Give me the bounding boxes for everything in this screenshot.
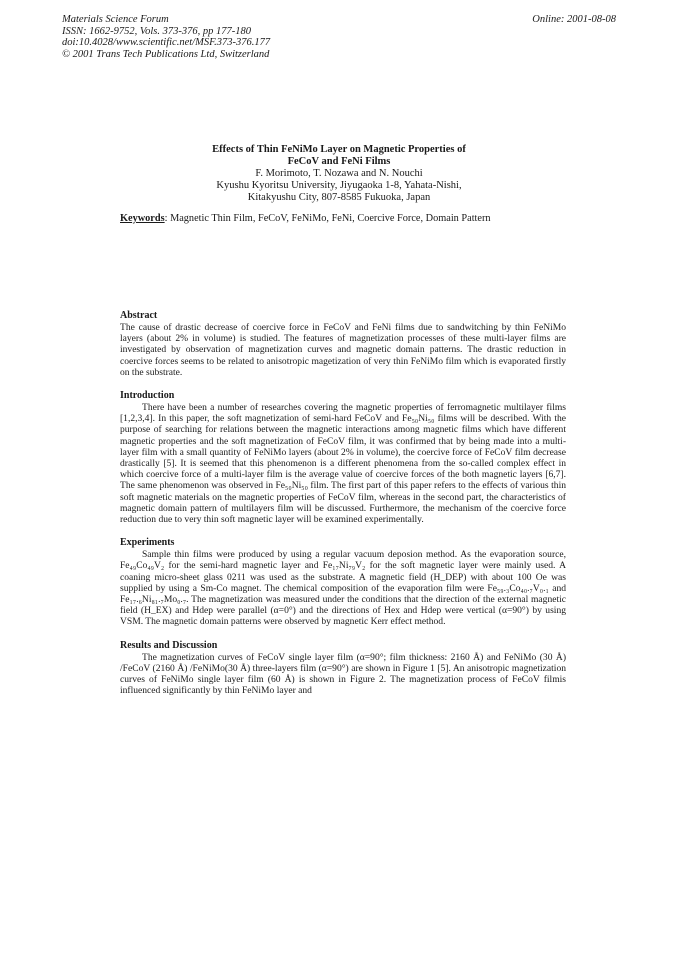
copyright-line: © 2001 Trans Tech Publications Ltd, Switzerland bbox=[62, 48, 270, 60]
abstract-section bbox=[120, 310, 566, 378]
running-header bbox=[62, 14, 616, 60]
body-content bbox=[120, 310, 566, 708]
introduction-heading: Introduction bbox=[120, 390, 175, 402]
issn-line: ISSN: 1662-9752, Vols. 373-376, pp 177-180 bbox=[62, 25, 251, 37]
keywords-colon: : bbox=[164, 213, 171, 224]
authors: F. Morimoto, T. Nozawa and N. Nouchi bbox=[255, 168, 423, 179]
online-date: Online: 2001-08-08 bbox=[532, 14, 616, 25]
experiments-section bbox=[120, 537, 566, 627]
abstract-heading: Abstract bbox=[120, 310, 158, 321]
keywords bbox=[120, 213, 491, 224]
title-block bbox=[0, 144, 678, 204]
affiliation-line-1: Kyushu Kyoritsu University, Jiyugaoka 1-8, Yahata-Nishi, bbox=[216, 180, 462, 191]
results-section bbox=[120, 640, 566, 697]
doi-line[interactable]: doi:10.4028/www.scientific.net/MSF.373-376.177 bbox=[62, 37, 271, 48]
experiments-heading: Experiments bbox=[120, 537, 175, 549]
paper-title-line-2: FeCoV and FeNi Films bbox=[287, 156, 391, 167]
affiliation-line-2: Kitakyushu City, 807-8585 Fukuoka, Japan bbox=[247, 192, 431, 203]
abstract-text: The cause of drastic decrease of coercive force in FeCoV and FeNi films due to sandwitching by thin FeNiMo layers (about 2% in volume) is studied. The features of magnetization processes of these multi-layer films are investigated by observation of magnetization curves and magnetic domain patterns. The drastic reduction in coercive forces seems to be related to anisotropic magetization of very thin FeNiMo film which is evaporated firstly on the substrate. bbox=[120, 322, 566, 378]
journal-name: Materials Science Forum bbox=[62, 14, 169, 25]
experiments-text: Sample thin films were produced by using a regular vacuum deposion method. As the evaporation source, Fe₄₉Co₄₉V₂ for the semi-hard magnetic layer and Fe₁₇Ni₇₉V₂ for the soft magnetic layer were mainly used. A coaning micro-sheet glass 0211 was used as the substrate. A magnetic field (H_DEP) with about 100 Oe was supplied by using a Sm-Co magnet. The chemical composition of the evaporation film were Fe₅₉.₃Co₄₀.₇V₀.₁ and Fe₁₇.₆Ni₈₁.₇Mo₀.₇. The magnetization was measured under the conditions that the direction of the external magnetic field (H_EX) and Hdep were parallel (α=0°) and the directions of Hex and Hdep were vertical (α=90°) by using VSM. The magnetic domain patterns were observed by magnetic Kerr effect method. bbox=[120, 549, 566, 628]
introduction-text: There have been a number of researches covering the magnetic properties of ferromagnetic multilayer films [1,2,3,4]. In this paper, the soft magnetization of semi-hard FeCoV and Fe₅₀Ni₅₀ films will be described. With the purpose of searching for relations between the magnetic interactions among magnetic films which have different magnetic properties and the soft magnetization of FeCoV film, it was confirmed that by being made into a multi-layer film with a small quantity of FeNiMo layers (about 2% in volume), the coercive force of FeCoV film decrease drastically [5]. It is seemed that this phenomenon is a different phenomena from the so-called complex effect in which coercive force of a multi-layer film is the average value of coercive forces of the both magnetic layers [6,7]. The same phenomenon was observed in Fe₅₀Ni₅₀ film. The first part of this paper refers to the effects of various thin soft magnetic materials on the magnetic properties of FeCoV film, whereas in the second part, the characteristics of magnetic domain pattern of multilayers film will be discussed. Furthermore, the mechanism of the coercive force reduction due to very thin soft magnetic layer will be examined experimentally. bbox=[120, 402, 566, 526]
paper-title-line-1: Effects of Thin FeNiMo Layer on Magnetic Properties of bbox=[212, 144, 466, 155]
keywords-label: Keywords bbox=[120, 213, 165, 224]
keywords-text: Magnetic Thin Film, FeCoV, FeNiMo, FeNi, Coercive Force, Domain Pattern bbox=[170, 213, 491, 224]
introduction-section bbox=[120, 390, 566, 525]
results-text: The magnetization curves of FeCoV single layer film (α=90°; film thickness: 2160 Å) and FeNiMo (30 Å) /FeCoV (2160 Å) /FeNiMo(30 Å) three-layers film (α=90°) are shown in Figure 1 [5]. An anisotropic magnetization curves of FeNiMo single layer film (60 Å) is shown in Figure 2. The magnetization process of FeCoV filmis influenced significantly by thin FeNiMo layer and bbox=[120, 651, 566, 697]
results-heading: Results and Discussion bbox=[120, 639, 218, 651]
